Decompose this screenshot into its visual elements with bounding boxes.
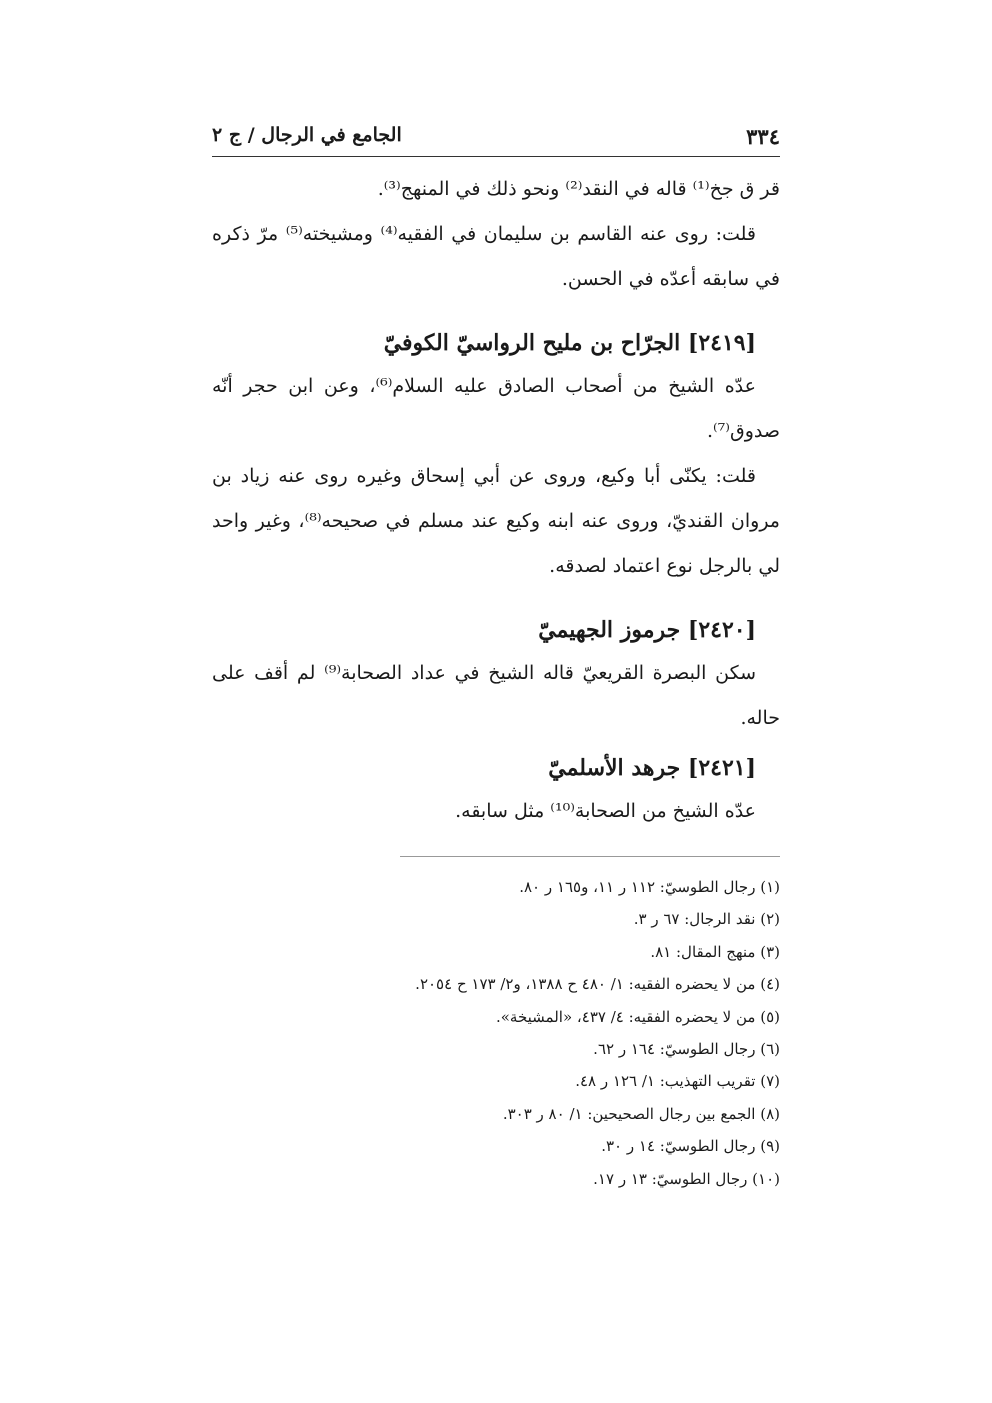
entry-2421-text-1: عدّه الشيخ من الصحابة⁽¹⁰⁾ مثل سابقه. (455, 800, 756, 822)
entry-2420-name: جرموز الجهيميّ (538, 617, 681, 643)
entry-2421-number: [٢٤٢١] (687, 755, 756, 781)
entry-2419-heading (212, 322, 780, 364)
footnote-item: (٩) رجال الطوسيّ: ١٤ ر ٣٠. (601, 1137, 780, 1156)
page-number: ٣٣٤ (746, 124, 780, 149)
entry-2419-text-2: قلت: يكنّى أبا وكيع، وروى عن أبي إسحاق وغيره روى عنه زياد بن مروان القنديّ، وروى عنه ابنه وكيع عند مسلم في صحيحه⁽⁸⁾، وغير واحد لي بالرجل نوع اعتماد لصدقه. (212, 465, 780, 577)
book-page (212, 118, 780, 1195)
entry-2419-text-1: عدّه الشيخ من أصحاب الصادق عليه السلام⁽⁶⁾، وعن ابن حجر أنّه صدوق⁽⁷⁾. (212, 375, 780, 442)
footnote-item: (٥) من لا يحضره الفقيه: ٤/ ٤٣٧، «المشيخة». (495, 1007, 780, 1026)
footnote-divider (400, 856, 780, 857)
entry-2419-number: [٢٤١٩] (687, 330, 756, 356)
entry-2420-heading (212, 609, 780, 651)
footnote-item: (٤) من لا يحضره الفقيه: ١/ ٤٨٠ ح ١٣٨٨، و٢/ ١٧٣ ح ٢٠٥٤. (415, 975, 780, 994)
entry-2420-number: [٢٤٢٠] (687, 617, 756, 643)
footnote-item: (٦) رجال الطوسيّ: ١٦٤ ر ٦٢. (593, 1040, 780, 1059)
paragraph-2: قلت: روى عنه القاسم بن سليمان في الفقيه⁽⁴⁾ ومشيخته⁽⁵⁾ مرّ ذكره في سابقه أعدّه في الحسن. (212, 223, 780, 290)
footnote-item: (١) رجال الطوسيّ: ١١٢ ر ١١، و١٦٥ ر ٨٠. (519, 878, 780, 896)
entry-2421-name: جرهد الأسلميّ (548, 755, 681, 781)
footnote-item: (٧) تقريب التهذيب: ١/ ١٢٦ ر ٤٨. (575, 1072, 780, 1091)
entry-2420-text-1: سكن البصرة القريعيّ قاله الشيخ في عداد الصحابة⁽⁹⁾ لم أقف على حاله. (212, 662, 780, 729)
footnote-item: (١٠) رجال الطوسيّ: ١٣ ر ١٧. (593, 1169, 780, 1188)
page-header (212, 118, 780, 157)
entry-2421-heading (212, 747, 780, 789)
paragraph-1: قر ق جخ⁽¹⁾ قاله في النقد⁽²⁾ ونحو ذلك في المنهج⁽³⁾. (377, 178, 780, 200)
footnotes (212, 871, 780, 1195)
footnote-item: (٣) منهج المقال: ٨١. (650, 942, 780, 961)
entry-2419-name: الجرّاح بن مليح الرواسيّ الكوفيّ (383, 330, 681, 356)
footnote-item: (٢) نقد الرجال: ٦٧ ر ٣. (633, 910, 780, 929)
footnote-item: (٨) الجمع بين رجال الصحيحين: ١/ ٨٠ ر ٣٠٣. (502, 1104, 780, 1123)
running-title: الجامع في الرجال / ج ٢ (212, 124, 402, 146)
